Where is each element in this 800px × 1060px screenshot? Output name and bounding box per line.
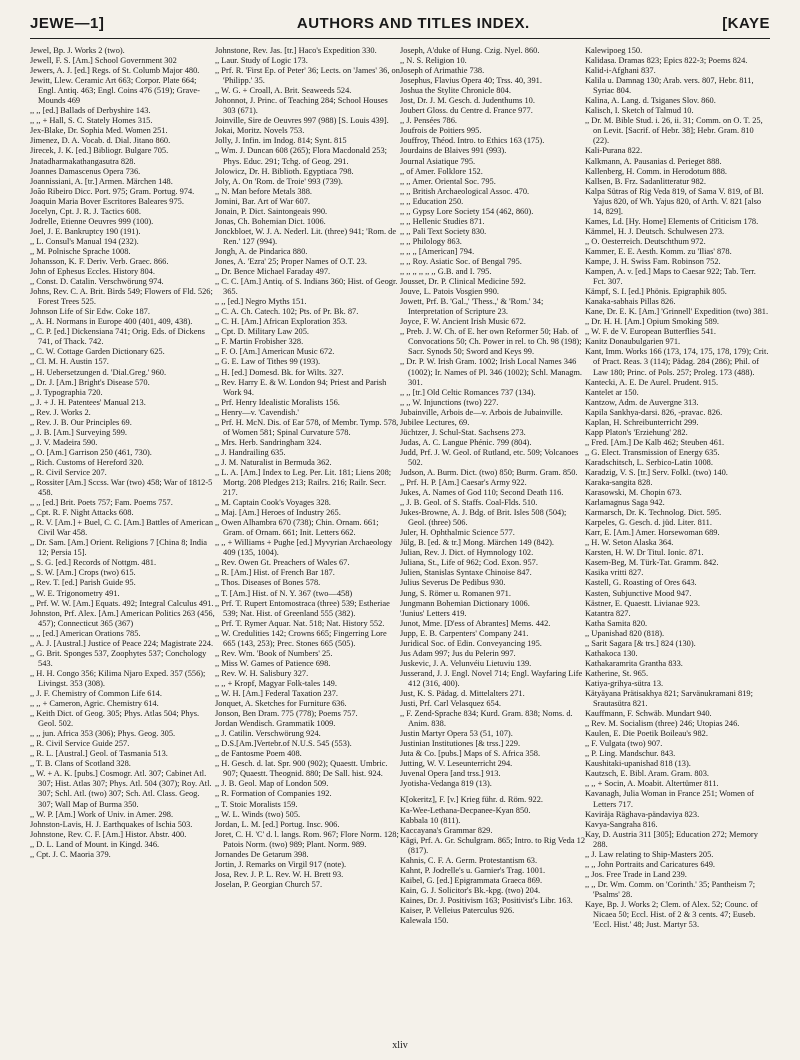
index-entry: Kasten, Subjunctive Mood 947. [585,588,692,598]
index-entry: Jülg, B. [ed. & tr.] Mong. Märchen 149 (842). [400,538,554,548]
index-entry: Kaccayana's Grammar 829. [400,825,493,835]
index-entry: ,, Prf. H. P. [Am.] Caesar's Army 922. [400,478,527,488]
index-entry: ,, Rev. M. Socialism (three) 246; Utopias 246. [585,719,740,729]
index-entry: ,, W. + A. K. [pubs.] Cosmogr. Atl. 307; Cabinet Atl. 307; Hist. Atlas 307; Phys. Atl. 504 (307); Roy. Atl. 307; Schl. Atl. (two) 307; Sch. Atl. Class. Geog. 307; Wall Map of Burma 350. [30,769,212,809]
index-entry: Karadschitsch, L. Serbico-Latin 1008. [585,457,713,467]
index-entry: ,, Prf. R. 'First Ep. of Peter' 36; Lects. on 'James' 36, on 'Philipp.' 35. [215,66,400,86]
index-entry: ,, P. Ling. Mandschur. 843. [585,749,676,759]
index-entry: ,, J. Handrailing 635. [215,447,286,457]
index-entry: ,, ,, + Socin, A. Moabit. Altertümer 811. [585,779,719,789]
index-entry: Kaushitaki-upanishad 818 (13). [585,759,691,769]
index-entry: Kasika vritti 827. [585,568,644,578]
index-entry: ,, F. Vulgata (two) 907. [585,739,663,749]
index-entry: Jewers, A. J. [ed.] Regs. of St. Columb Major 480. [30,66,200,76]
index-entry: Jewell, F. S. [Am.] School Government 302 [30,56,177,66]
index-entry: ,, Rev. J. B. Our Principles 69. [30,417,132,427]
index-entry: ,, A. H. Normans in Europe 400 (401, 409, 438). [30,317,193,327]
index-entry: ,, M. Captain Cook's Voyages 328. [215,498,331,508]
index-entry: ,, Const. D. Catalin. Verschwörung 974. [30,277,164,287]
index-entry: ,, J. Catilin. Verschwörung 924. [215,729,321,739]
index-entry: Kahnis, C. F. A. Germ. Protestantism 63. [400,855,538,865]
index-entry: Karsten, H. W. Dr Titul. Ionic. 871. [585,548,704,558]
index-entry: ,, S. W. [Am.] Crops (two) 615. [30,568,136,578]
index-entry: Kathakaramrita Grantha 833. [585,658,683,668]
index-entry: 'Junius' Letters 419. [400,608,467,618]
index-entry: Katiya-grihya-sütra 13. [585,678,664,688]
index-entry: Kapila Sankhya-darsi. 826, -pravac. 826. [585,407,723,417]
index-entry: Kaibel, G. [ed.] Epigrammata Graeca 869. [400,875,543,885]
index-entry: Jodrelle, Etienne Oeuvres 999 (100). [30,216,154,226]
index-entry: ,, Rev. J. Works 2. [30,407,91,417]
index-entry: Karadzig, V. S. [tr.] Serv. Folkl. (two) 140. [585,467,728,477]
index-entry: Jowett, Prf. B. 'Gal.,' 'Thess.,' & 'Rom.' 34; Interpretation of Scripture 23. [400,297,544,317]
index-entry: Kay, D. Austria 311 [305]; Education 272; Memory 288. [585,829,758,849]
index-entry: Jonas, Ch. Bohemian Dict. 1006. [215,216,326,226]
index-entry: Kauffmann, F. Schwäb. Mundart 940. [585,709,712,719]
index-entry: ,, R. L. [Austral.] Geol. of Tasmania 513. [30,749,168,759]
index-entry: ,, O. Oesterreich. Deutschthum 972. [585,236,706,246]
index-entry: Jonain, P. Dict. Saintongeais 990. [215,206,328,216]
index-entry: ,, Cpt. J. C. Maoria 379. [30,849,111,859]
index-entry: ,, ,, Pali Text Society 830. [400,226,487,236]
index-entry: Judson, A. Burm. Dict. (two) 850; Burm. Gram. 850. [400,467,578,477]
index-entry: ,, ,, ,, ,, ,, ,, G.B. and I. 795. [400,267,492,277]
index-entry: Karpeles, G. Gesch. d. jüd. Liter. 811. [585,518,712,528]
index-entry: ,, Maj. [Am.] Heroes of Industry 265. [215,508,341,518]
index-entry: Johns, Rev. C. A. Brit. Birds 549; Flowers of Fld. 526; Forest Trees 525. [30,287,213,307]
index-entry: Jimenez, D. A. Vocab. d. Dial. Jitano 860. [30,136,171,146]
index-entry: ,, Mrs. Herb. Sandringham 324. [215,437,322,447]
index-entry: Joseph, A'duke of Hung. Czig. Nyel. 860. [400,46,540,55]
index-entry: ,, W. F. de V. European Butterflies 541. [585,327,716,337]
index-entry: Jocelyn, Cpt. J. R. J. Tactics 608. [30,206,141,216]
index-entry: ,, G. Elect. Transmission of Energy 635. [585,447,720,457]
index-entry: Jnatadharmakathangasutra 828. [30,156,136,166]
index-entry: ,, R. [Am.] Hist. of French Bar 187. [215,568,335,578]
index-entry: Kant, Imm. Works 166 (173, 174, 175, 178, 179); Crit. of Pract. Reas. 3 (114); Pädag. 284 (286); Phil. of Law 180; Princ. of Pols. 257; Proleg. 173 (488). [585,347,769,377]
index-entry: Jornandes De Getarum 398. [215,849,309,859]
header-title: AUTHORS AND TITLES INDEX. [296,14,530,32]
index-entry: ,, J. V. Madeira 590. [30,437,98,447]
index-entry: Johnson Life of Sir Edw. Coke 187. [30,307,150,317]
index-entry: Just, K. S. Pädag. d. Mittelalters 271. [400,689,525,698]
index-column-3 [400,46,585,1038]
index-entry: ,, Prf. W. W. [Am.] Equats. 492; Integral Calculus 491. [30,598,214,608]
index-entry: Juliana, St., Life of 962; Cod. Exon. 957. [400,558,538,568]
index-entry: Jourdains de Blaives 991 (993). [400,146,507,156]
index-entry: ,, ,, John Portraits and Caricatures 649. [585,859,716,869]
index-entry: Kathakoca 130. [585,648,638,658]
index-entry: Kahnt, P. Jodrelle's u. Garnier's Trag. 1001. [400,865,546,875]
index-entry: Ka-Wee-Lethana-Decpanee-Kyan 850. [400,805,531,815]
index-entry: ,, ,, jun. Africa 353 (306); Phys. Geog. 305. [30,729,176,739]
index-entry: Jouffroy, Théod. Intro. to Ethics 163 (175). [400,136,545,146]
index-entry: Karmarsch, Dr. K. Technolog. Dict. 595. [585,508,722,518]
index-entry: Juler, H. Ophthalmic Science 577. [400,528,515,538]
index-entry: Jortin, J. Remarks on Virgil 917 (note). [215,859,347,869]
index-entry: ,, ,, [ed.] Negro Myths 151. [215,297,307,307]
index-entry: Jordan, L. M. [ed.] Portug. Insc. 906. [215,819,340,829]
index-entry: ,, Rossiter [Am.] Sccss. War (two) 458; War of 1812-5 458. [30,478,213,498]
index-entry: Jukes, A. Names of God 110; Second Death 116. [400,488,564,498]
index-entry: Joel, J. E. Bankruptcy 190 (191). [30,226,141,236]
index-entry: John of Ephesus Eccles. History 804. [30,267,155,277]
index-entry: Kalid-i-Afghani 837. [585,66,656,76]
index-entry: Kavya-Sangraha 816. [585,819,658,829]
header-rule [30,38,770,39]
index-entry: Juskevic, J. A. Velunvéiu Lietuviu 139. [400,658,532,668]
index-entry: ,, Jos. Free Trade in Land 239. [585,869,687,879]
index-entry: Jex-Blake, Dr. Sophia Med. Women 251. [30,126,168,136]
index-entry: Jus Adam 997; Jus du Pelerin 997. [400,648,516,658]
index-entry: ,, L. Consul's Manual 194 (232). [30,236,139,246]
index-entry: Jonquet, A. Sketches for Furniture 636. [215,699,347,709]
index-entry: Kaulen, E. Die Poetik Boileau's 982. [585,729,708,739]
index-entry: Kaiser, P. Velleius Paterculus 926. [400,905,515,915]
index-entry: ,, D. L. Land of Mount. in Kingd. 346. [30,839,160,849]
index-entry: ,, ,, Philology 863. [400,236,462,246]
index-entry: ,, W. L. Winds (two) 505. [215,809,301,819]
index-entry: Jirecek, J. K. [ed.] Bibliogr. Bulgare 705. [30,146,169,156]
index-entry: Joubert Gloss. du Centre d. France 977. [400,106,533,116]
index-entry: Jones, A. 'Ezra' 25; Proper Names of O.T. 23. [215,256,367,266]
index-entry: ,, ,, ,, [American] 794. [400,246,475,256]
header-right: [KAYE [722,14,770,32]
index-entry: ,, J. F. Chemistry of Common Life 614. [30,689,162,698]
index-entry: ,, S. G. [ed.] Records of Nottgm. 481. [30,558,157,568]
index-entry: ,, ,, [ed.] Ballads of Derbyshire 143. [30,106,151,116]
index-entry: Johnston-Lavis, H. J. Earthquakes of Ischia 503. [30,819,193,829]
index-entry: ,, ,, Gypsy Lore Society 154 (462, 860). [400,206,534,216]
index-entry: Jungmann Bohemian Dictionary 1006. [400,598,530,608]
index-entry: ,, Rich. Customs of Hereford 320. [30,457,144,467]
index-entry: ,, R. Civil Service 207. [30,467,107,477]
index-entry: ,, ,, W. Injunctions (two) 227. [400,397,499,407]
page-header [30,10,770,36]
index-entry: ,, H. Uebersetzungen d. 'Dial.Greg.' 960. [30,367,167,377]
index-columns [30,46,770,1038]
index-entry: Karaka-sangita 828. [585,478,653,488]
index-entry: ,, W. P. [Am.] Work of Univ. in Amer. 298. [30,809,174,819]
index-entry: Kaplan, H. Schreibunterricht 299. [585,417,699,427]
index-entry: ,, C. H. [Am.] African Exploration 353. [215,317,348,327]
index-entry: ,, H. W. Seton Alaska 364. [585,538,674,548]
index-entry: João Ribeiro Dicc. Port. 975; Gram. Portug. 974. [30,186,195,196]
index-entry: Jolowicz, Dr. H. Biblioth. Egyptiaca 798. [215,166,354,176]
index-entry: ,, Miss W. Games of Patience 698. [215,658,331,668]
index-entry: Kantzow, Adm. de Auvergne 313. [585,397,699,407]
index-entry: Jongh, A. de Pindarica 880. [215,246,308,256]
index-entry: ,, Cpt. R. F. Night Attacks 608. [30,508,134,518]
index-entry: Julian, Rev. J. Dict. of Hymnology 102. [400,548,534,558]
index-entry: ,, Prf. H. McN. Dis. of Ear 578, of Membr. Tymp. 578, of Women 581; Spinal Curvature 578. [215,417,399,437]
index-entry: ,, W. H. [Am.] Federal Taxation 237. [215,689,339,698]
index-entry: ,, H. H. Congo 356; Kilima Njaro Exped. 357 (556); Livingst. 353 (308). [30,668,206,688]
index-entry: Kampen, A. v. [ed.] Maps to Caesar 922; Tab. Terr. Fct. 307. [585,267,756,287]
index-entry: Kalpa Sütras of Rig Veda 819, of Sama V. 819, of Bl. Yajus 820, of Wh. Yajus 820, of Arth. V. 821 [also 14, 829]. [585,186,764,216]
index-entry: ,, O. [Am.] Garrison 250 (461, 730). [30,447,152,457]
index-entry: Jolly, J. Infin. im Indog. 814; Synt. 815 [215,136,347,146]
index-entry: ,, G. Brit. Sponges 537, Zoophytes 537; Conchology 543. [30,648,207,668]
index-entry: Katha Samita 820. [585,618,648,628]
index-entry: K[okeritz], F. [v.] Krieg führ. d. Röm. 922. [400,795,543,805]
index-entry: Joyce, F. W. Ancient Irish Music 672. [400,317,526,327]
index-entry: Joselan, P. Georgian Church 57. [215,879,323,889]
index-entry: ,, Upanishad 820 (818). [585,628,665,638]
index-entry: ,, Dr. Bence Michael Faraday 497. [215,267,331,277]
index-entry: Jung, S. Römer u. Romanen 971. [400,588,511,598]
index-entry: ,, C. W. Cottage Garden Dictionary 625. [30,347,165,357]
index-entry: Kapp Platon's 'Erziehung' 282. [585,427,688,437]
index-entry: ,, ,, [tr.] Old Celtic Romances 737 (134). [400,387,536,397]
index-entry: ,, ,, + Williams + Pughe [ed.] Myvyrian Archaeology 409 (135, 1004). [215,538,393,558]
index-entry: Jordan Wendisch. Grammatik 1009. [215,719,336,729]
index-entry: ,, ,, + Cameron, Agric. Chemistry 614. [30,699,159,709]
index-entry: ,, ,, + Kropf, Magyar Folk-tales 149. [215,678,337,688]
index-entry: Kantecki, A. E. De Aurel. Prudent. 915. [585,377,719,387]
index-entry: ,, Dr. Sam. [Am.] Orient. Religions 7 [China 8; India 12; Persia 15]. [30,538,208,558]
index-entry: Jubilee Lectures, 69. [400,417,470,427]
index-entry: Joseph of Arimathie 738. [400,66,485,76]
index-entry: ,, ,, [ed.] American Orations 785. [30,628,141,638]
index-entry: ,, J. B. [Am.] Surveying 599. [30,427,128,437]
index-entry: ,, H. Gesch. d. lat. Spr. 900 (902); Quaestt. Umbric. 907; Quaestt. Theognid. 880; De Sall. hist. 924. [215,759,388,779]
index-entry: Kalila u. Damnag 130; Arab. vers. 807, Hebr. 811, Syriac 804. [585,76,754,96]
index-entry: ,, ,, + Hall, S. C. Stately Homes 315. [30,116,153,126]
index-entry: ,, J. M. Naturalist in Bermuda 362. [215,457,332,467]
index-entry: ,, Dr. H. H. [Am.] Opium Smoking 589. [585,317,719,327]
index-entry: ,, ,, Amer. Oriental Soc. 795. [400,176,496,186]
index-entry: ,, de Fantosme Poem 408. [215,749,302,759]
page-number: xliv [392,1040,408,1051]
index-entry: Junot, Mme. [D'ess of Abrantes] Mems. 442. [400,618,551,628]
index-entry: Jukes-Browne, A. J. Bdg. of Brit. Isles 508 (504); Geol. (three) 506. [400,508,567,528]
index-entry: Joannissiani, A. [tr.] Armen. Märchen 148. [30,176,173,186]
index-entry: Kalidasa. Dramas 823; Epics 822-3; Poems 824. [585,56,748,66]
index-entry: Kägi, Prf. A. Gr. Schulgram. 865; Intro. to Rig Veda 12 (817). [400,835,585,855]
index-entry: Justi, Prf. Carl Velasquez 654. [400,699,502,709]
index-entry: Kanaka-sabhais Pillas 826. [585,297,676,307]
index-entry: ,, C. C. [Am.] Antiq. of S. Indians 360; Hist. of Geogr. 365. [215,277,398,297]
index-entry: ,, J. Typographia 720. [30,387,103,397]
index-entry: Kames, Ld. [Hy. Home] Elements of Criticism 178. [585,216,759,226]
index-entry: Jewitt, Llew. Ceramic Art 663; Corpor. Plate 664; Engl. Antiq. 463; Engl. Coins 476 (519); Grave-Mounds 469 [30,76,200,106]
index-entry: ,, Prf. T. Rymer Aquar. Nat. 518; Nat. History 552. [215,618,385,628]
index-column-1 [30,46,215,1038]
index-entry: Joaquin Maria Bover Escritores Baleares 975. [30,196,184,206]
index-entry: ,, G. E. Law of Tithes 99 (193). [215,357,321,367]
index-entry: Josephus, Flavius Opera 40; Trss. 40, 391. [400,76,542,86]
index-entry: ,, N. Man before Metals 388. [215,186,312,196]
index-entry: ,, J. B. Geol. Map of London 509. [215,779,329,789]
index-entry: ,, R. V. [Am.] + Buel, C. C. [Am.] Battles of American Civil War 458. [30,518,214,538]
index-entry: ,, Cpt. D. Military Law 205. [215,327,309,337]
index-entry: Karasowski, M. Chopin 673. [585,488,682,498]
header-left: JEWE—1] [30,14,105,32]
index-entry: ,, ,, Roy. Asiatic Soc. of Bengal 795. [400,256,522,266]
index-entry: ,, Dr. J. [Am.] Bright's Disease 570. [30,377,150,387]
index-entry: Julius Severus De Pedibus 930. [400,578,506,588]
index-entry: ,, T. [Am.] Hist. of N. Y. 367 (two—458) [215,588,353,598]
index-entry: Kallenberg, H. Comm. in Herodotum 888. [585,166,727,176]
index-entry: ,, Owen Alhambra 670 (738); Chin. Ornam. 661; Gram. of Ornam. 661; Init. Letters 662. [215,518,379,538]
index-entry: ,, ,, Dr. Wm. Comm. on 'Corinth.' 35; Pantheism 7; 'Psalms' 28. [585,879,756,899]
index-entry: Kavanagh, Julia Woman in France 251; Women of Letters 717. [585,789,755,809]
index-entry: Juta & Co. [pubs.] Maps of S. Africa 358. [400,749,541,759]
index-entry: ,, W. G. + Croall, A. Brit. Seaweeds 524. [215,86,352,96]
index-entry: Johansson, K. F. Deriv. Verb. Graec. 866. [30,256,169,266]
index-entry: Kaviräja Räghava-pändaviya 823. [585,809,700,819]
index-entry: ,, Wm. J. Duncan 608 (265); Flora Macdonald 253; Phys. Educ. 291; Tchg. of Geog. 291. [215,146,387,166]
index-entry: ,, J. B. Geol. of S. Staffs. Coal-Flds. 510. [400,498,538,508]
index-entry: Kasem-Beg, M. Türk-Tat. Gramm. 842. [585,558,719,568]
index-entry: ,, F. Zend-Sprache 834; Kurd. Gram. 838; Noms. d. Anim. 838. [400,709,573,729]
index-entry: Joly, A. On 'Rom. de Troie' 993 (739). [215,176,343,186]
index-entry: Karlamagnus Saga 942. [585,498,665,508]
index-entry: Judd, Prf. J. W. Geol. of Rutland, etc. 509; Volcanoes 502. [400,447,579,467]
index-entry: ,, T. Stoic Moralists 159. [215,799,298,809]
index-entry: Juridical Soc. of Edin. Conveyancing 195. [400,638,542,648]
index-entry: ,, D.S.[Am.]Vertebr.of N.U.S. 545 (553). [215,739,352,749]
index-entry: ,, Thos. Diseases of Bones 578. [215,578,321,588]
index-entry: Katherine, St. 965. [585,668,649,678]
index-entry: Jokai, Moritz. Novels 753. [215,126,305,136]
index-entry: ,, J. Pensées 786. [400,116,457,126]
index-entry: ,, Keith Dict. of Geog. 305; Phys. Atlas 504; Phys. Geol. 502. [30,709,200,729]
index-entry: Jomini, Bar. Art of War 607. [215,196,311,206]
index-entry: Jonson, Ben Dram. 775 (778); Poems 757. [215,709,358,719]
index-column-2 [215,46,400,1038]
index-entry: ,, Laur. Study of Logic 173. [215,56,308,66]
index-entry: ,, ,, Hellenic Studies 871. [400,216,485,226]
index-entry: ,, F. Martin Frobisher 328. [215,337,304,347]
index-entry: ,, A. J. [Austral.] Justice of Peace 224; Magistrate 224. [30,638,214,648]
index-entry: Judas, A. C. Langue Phénic. 799 (804). [400,437,532,447]
index-entry: Kästner, E. Quaestt. Livianae 923. [585,598,701,608]
index-entry: Joannes Damascenus Opera 736. [30,166,141,176]
index-entry: Jost, Dr. J. M. Gesch. d. Judenthums 10. [400,96,535,106]
index-entry: ,, J. Law relating to Ship-Masters 205. [585,849,714,859]
index-entry: ,, Rev. Owen Gt. Preachers of Wales 67. [215,558,350,568]
index-entry: Jyotisha-Vedanga 819 (13). [400,779,492,789]
index-entry: Kanitz Donaubulgarien 971. [585,337,681,347]
index-entry: ,, C. P. [ed.] Dickensiana 741; Orig. Eds. of Dickens 741, of Thack. 742. [30,327,205,347]
index-entry: ,, Rev. Wm. 'Book of Numbers' 25. [215,648,333,658]
index-entry: Kätyäyana Prätisakhya 821; Sarvänukramani 819; Srautasütra 821. [585,689,753,709]
index-entry: ,, M. Polnische Sprache 1008. [30,246,131,256]
index-entry: Kalisch, I. Sketch of Talmud 10. [585,106,694,116]
index-entry: Kali-Purana 822. [585,146,643,156]
index-entry: ,, F. O. [Am.] American Music 672. [215,347,335,357]
index-entry: Kantelet ar 150. [585,387,639,397]
index-entry: ,, Dr. P. W. Irish Gram. 1002; Irish Local Names 346 (1002); Ir. Names of Pl. 346 (1002); Schl. Managm. 301. [400,357,582,387]
index-entry: Kaye, Bp. J. Works 2; Clem. of Alex. 52; Counc. of Nicaea 50; Eccl. Hist. of 2 & 3 cents. 47; Euseb. 'Eccl. Hist.' 48; Just. Martyr 53. [585,899,758,930]
index-entry: ,, N. S. Religion 10. [400,56,467,66]
index-entry: Karr, E. [Am.] Amer. Horsewoman 689. [585,528,720,538]
index-entry: Joret, C. H. 'C' d. l. langs. Rom. 967; Flore Norm. 128; Patois Norm. (two) 989; Plant. Norm. 989. [215,829,399,849]
index-entry: ,, ,, [ed.] Brit. Poets 757; Fam. Poems 757. [30,498,173,508]
index-entry: ,, W. Credulities 142; Crowns 665; Fingerring Lore 665 (143, 253); Prec. Stones 665 (505). [215,628,387,648]
index-entry: Kammer, E. E. Aesth. Komm. zu 'Ilias' 878. [585,246,732,256]
index-entry: Kastell, G. Roasting of Ores 643. [585,578,697,588]
index-entry: Joinville, Sire de Oeuvres 997 (988) [S. Louis 439]. [215,116,389,126]
index-entry: Josa, Rev. J. P. L. Rev. W. H. Brett 93. [215,869,344,879]
index-entry: Joshua the Stylite Chronicle 804. [400,86,511,96]
index-entry: Kabbala 10 (811). [400,815,461,825]
index-entry: Johnstone, Rev. C. F. [Am.] Histor. Abstr. 400. [30,829,187,839]
index-entry: Kämpf, S. I. [ed.] Phönis. Epigraphik 805. [585,287,727,297]
index-entry: ,, Prf. Henry Idealistic Moralists 156. [215,397,340,407]
index-entry: Kalina, A. Lang. d. Tsiganes Slov. 860. [585,96,716,106]
index-entry: Kalkmann, A. Pausanias d. Perieget 888. [585,156,722,166]
index-entry: Justinian Institutiones [& trss.] 229. [400,739,521,749]
index-entry: ,, Henry—v. 'Cavendish.' [215,407,299,417]
index-entry: ,, Cl. M. H. Austin 157. [30,357,109,367]
index-entry: Katantra 827. [585,608,631,618]
index-entry: Journal Asiatique 795. [400,156,476,166]
index-entry: ,, W. E. Trigonometry 491. [30,588,120,598]
index-entry: ,, Rev. T. [ed.] Parish Guide 95. [30,578,136,588]
index-entry: ,, Prf. T. Rupert Entomostraca (three) 539; Estheriae 539; Nat. Hist. of Greenland 555 (382). [215,598,390,618]
index-entry: ,, R. Formation of Companies 192. [215,789,332,799]
index-entry: Kain, G. J. Solicitor's Bk.-kpg. (two) 204. [400,885,541,895]
index-entry: ,, Rev. W. H. Salisbury 327. [215,668,309,678]
index-entry: ,, R. Civil Service Guide 257. [30,739,130,749]
index-entry: Jewel, Bp. J. Works 2 (two). [30,46,125,55]
index-entry: Kane, Dr. E. K. [Am.] 'Grinnell' Expedition (two) 381. [585,307,769,317]
index-entry: ,, Fred. [Am.] De Kalb 462; Steuben 461. [585,437,725,447]
index-entry: ,, ,, British Archaeological Assoc. 470. [400,186,530,196]
index-entry: Justin Martyr Opera 53 (51, 107). [400,729,513,739]
index-entry: ,, J. + J. H. Patentees' Manual 213. [30,397,146,407]
index-entry: ,, Rev. Harry E. & W. London 94; Priest and Parish Work 94. [215,377,387,397]
index-entry: Kaines, Dr. J. Positivism 163; Positivist's Libr. 163. [400,895,573,905]
index-entry: Joufrois de Poitiers 995. [400,126,482,136]
index-entry: ,, Preb. J. W. Ch. of E. her own Reformer 50; Hab. of Convocations 50; Ch. Power in rel. to Ch. 98 (198); Sacr. Synods 50; Sword and Keys 99. [400,327,582,357]
index-entry: Johnstone, Rev. Jas. [tr.] Haco's Expedition 330. [215,46,377,55]
index-entry: Jüchtzer, J. Schul-Stat. Sachsens 273. [400,427,526,437]
index-entry: Jutting, W. V. Leseunterricht 294. [400,759,513,769]
index-entry: ,, T. B. Clans of Scotland 328. [30,759,131,769]
index-entry: Kalewipoeg 150. [585,46,643,55]
index-entry: ,, Dr. M. Bible Stud. i. 26, ii. 31; Comm. on O. T. 25, on Levit. [Sacrif. of Hebr. 38]; Hebr. Gram. 810 (22). [585,116,763,146]
index-column-4 [585,46,770,1038]
index-entry: Johnston, Prf. Alex. [Am.] American Politics 263 (456, 457); Connecticut 365 (367) [30,608,215,628]
index-entry: Kalewala 150. [400,916,449,926]
index-entry: Jouve, L. Patois Vosgien 990. [400,287,500,297]
index-entry: Kautzsch, E. Bibl. Aram. Gram. 803. [585,769,709,779]
index-entry: Johonnot, J. Princ. of Teaching 284; School Houses 303 (671). [215,96,388,116]
index-entry: ,, H. [ed.] Domesd. Bk. for Wilts. 327. [215,367,344,377]
index-entry: Kampe, J. H. Swiss Fam. Robinson 752. [585,256,721,266]
index-entry: Jousset, Dr. P. Clinical Medicine 592. [400,277,526,287]
index-entry: ,, ,, Education 250. [400,196,464,206]
index-entry: Julien, Stanislas Syntaxe Chinoise 847. [400,568,532,578]
index-entry: Kallsen, B. Frz. Sadanlitteratur 982. [585,176,706,186]
index-entry: Juvenal Opera [and trss.] 913. [400,769,501,779]
index-entry: ,, C. A. Ch. Catech. 102; Pts. of Pr. Bk. 87. [215,307,359,317]
index-entry: Jubainville, Arbois de—v. Arbois de Jubainville. [400,407,563,417]
index-entry: Jusserand, J. J. Engl. Novel 714; Engl. Wayfaring Life 412 (316, 400). [400,668,583,688]
index-entry: Kämmel, H. J. Deutsch. Schulwesen 273. [585,226,725,236]
index-entry: ,, of Amer. Folklore 152. [400,166,483,176]
index-entry: ,, Sarit Sagara [& trs.] 824 (130). [585,638,696,648]
index-entry: Jupp, E. B. Carpenters' Company 241. [400,628,529,638]
index-entry: ,, L. A. [Am.] Index to Leg. Per. Lit. 181; Liens 208; Mortg. 208 Pledges 213; Railrs. 216; Railr. Secr. 217. [215,467,392,498]
index-entry: Jonckbloet, W. J. A. Nederl. Lit. (three) 941; 'Rom. de Ren.' 127 (994). [215,226,397,246]
